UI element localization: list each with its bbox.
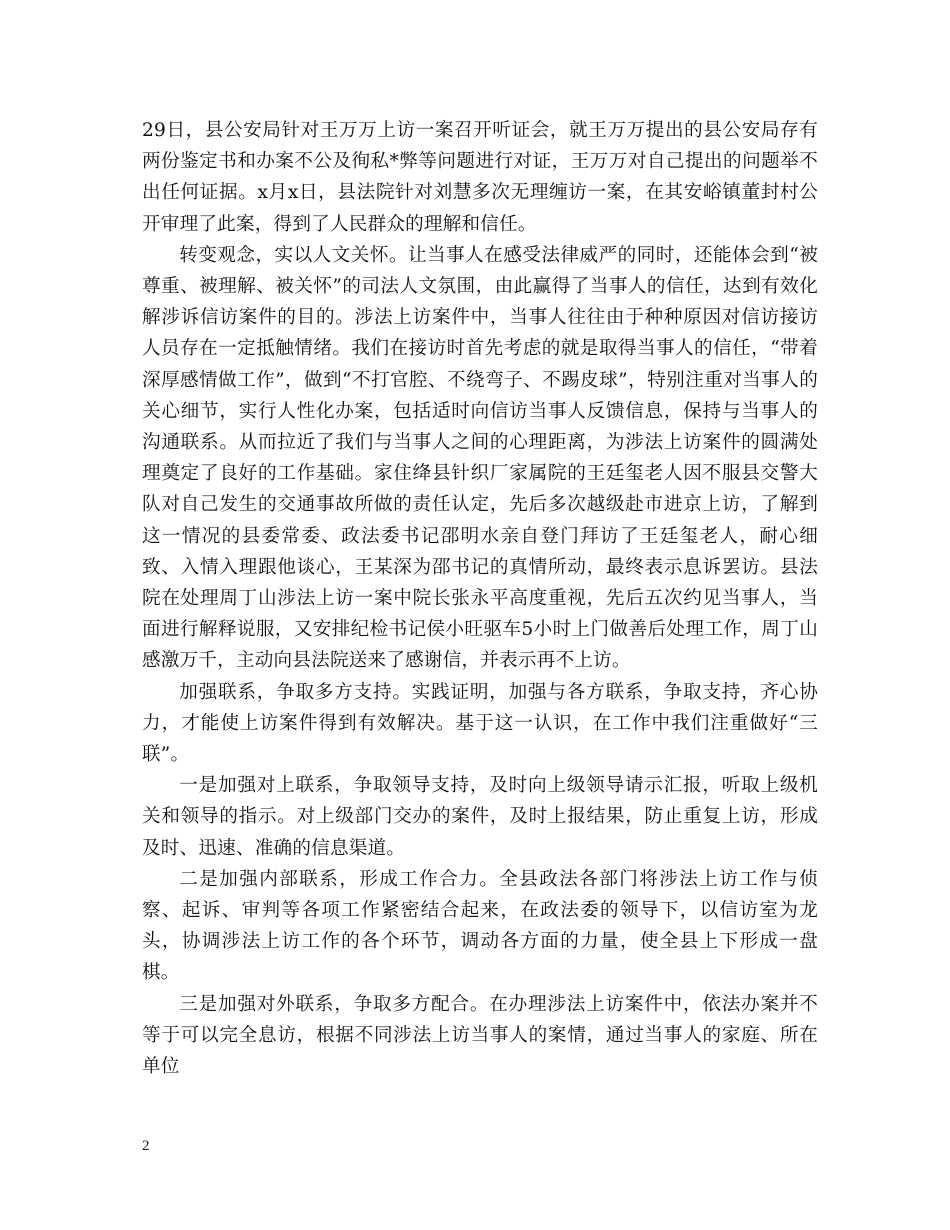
- paragraph-2: 转变观念，实以人文关怀。让当事人在感受法律威严的同时，还能体会到“被尊重、被理解、被关怀”的司法人文氛围，由此赢得了当事人的信任，达到有效化解涉诉信访案件的目的。涉法上访案件中，当事人往往由于种种原因对信访接访人员存在一定抵触情绪。我们在接访时首先考虑的就是取得当事人的信任，“带着深厚感情做工作”，做到“不打官腔、不绕弯子、不踢皮球”，特别注重对当事人的关心细节，实行人性化办案，包括适时向信访当事人反馈信息，保持与当事人的沟通联系。从而拉近了我们与当事人之间的心理距离，为涉法上访案件的圆满处理奠定了良好的工作基础。家住绛县针织厂家属院的王廷玺老人因不服县交警大队对自己发生的交通事故所做的责任认定，先后多次越级赴市进京上访，了解到这一情况的县委常委、政法委书记邵明水亲自登门拜访了王廷玺老人，耐心细致、入情入理跟他谈心，王某深为邵书记的真情所动，最终表示息诉罢访。县法院在处理周丁山涉法上访一案中院长张永平高度重视，先后五次约见当事人，当面进行解释说服，又安排纪检书记侯小旺驱车5小时上门做善后处理工作，周丁山感激万千，主动向县法院送来了感谢信，并表示再不上访。: [142, 244, 818, 672]
- paragraph-6: 三是加强对外联系，争取多方配合。在办理涉法上访案件中，依法办案并不等于可以完全息访，根据不同涉法上访当事人的案情，通过当事人的家庭、所在单位: [142, 993, 818, 1078]
- paragraph-4: 一是加强对上联系，争取领导支持，及时向上级领导请示汇报，听取上级机关和领导的指示。对上级部门交办的案件，及时上报结果，防止重复上访，形成及时、迅速、准确的信息渠道。: [142, 775, 818, 859]
- paragraph-1: 29日，县公安局针对王万万上访一案召开听证会，就王万万提出的县公安局存有两份鉴定书和办案不公及徇私*弊等问题进行对证，王万万对自己提出的问题举不出任何证据。x月x日，县法院针对刘慧多次无理缠访一案，在其安峪镇董封村公开审理了此案，得到了人民群众的理解和信任。: [142, 120, 818, 235]
- paragraph-3: 加强联系，争取多方支持。实践证明，加强与各方联系，争取支持，齐心协力，才能使上访案件得到有效解决。基于这一认识，在工作中我们注重做好“三联”。: [142, 681, 818, 766]
- page-number: 2: [142, 1138, 150, 1154]
- paragraph-5: 二是加强内部联系，形成工作合力。全县政法各部门将涉法上访工作与侦察、起诉、审判等各项工作紧密结合起来，在政法委的领导下，以信访室为龙头，协调涉法上访工作的各个环节，调动各方面的力量，使全县上下形成一盘棋。: [142, 868, 818, 984]
- document-body: [142, 115, 818, 1082]
